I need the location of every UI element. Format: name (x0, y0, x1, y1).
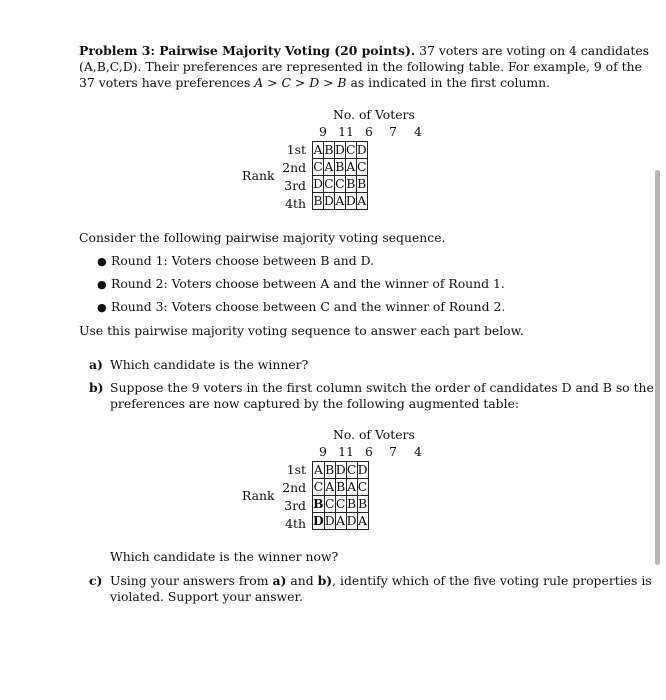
table1-count: 6 (365, 124, 373, 139)
table-cell: C (324, 176, 334, 191)
table-cell: C (356, 159, 367, 174)
table1-count: 9 (319, 124, 327, 139)
bullet-icon: ● (97, 301, 107, 314)
table-cell: A (357, 193, 367, 208)
bullet-icon: ● (97, 255, 107, 268)
table2-count: 4 (414, 444, 422, 459)
table-cell: B (335, 159, 345, 174)
table-cell: A (335, 193, 345, 208)
table1-rank-name: 1st (286, 142, 306, 157)
problem-intro-text: 37 voters are voting on 4 candidates (419, 43, 650, 58)
problem-title: Problem 3: Pairwise Majority Voting (20 points). (79, 43, 416, 58)
table-cell: B (357, 496, 368, 511)
table-cell: D (334, 142, 345, 157)
part-c-suffix: , identify which of the five voting rule properties is (332, 573, 652, 588)
table-cell: A (336, 513, 346, 528)
part-a-text: Which candidate is the winner? (110, 357, 309, 372)
table2-rank-name: 4th (285, 516, 306, 531)
table-cell: D (346, 513, 357, 528)
table2-count: 7 (389, 444, 397, 459)
table-cell: C (346, 142, 356, 157)
table2-count: 9 (319, 444, 327, 459)
table-cell: C (324, 496, 335, 511)
table-row (313, 193, 368, 210)
table-cell: A (325, 479, 335, 494)
table2-count: 6 (365, 444, 373, 459)
table-cell: C (335, 176, 345, 191)
table-cell-highlighted: D (313, 513, 324, 528)
table1-rank-name: 2nd (282, 160, 306, 175)
table2-rank-label: Rank (242, 488, 275, 503)
table-row (313, 479, 369, 496)
part-c-ref-b: b) (317, 573, 333, 588)
table-cell: A (347, 479, 357, 494)
table-cell: C (313, 479, 324, 494)
table-cell: B (336, 479, 346, 494)
table-cell: D (335, 462, 346, 477)
problem-intro-line3 (79, 75, 550, 91)
table-cell: C (357, 479, 368, 494)
table1-rank-label: Rank (242, 168, 275, 183)
table2-rank-name: 2nd (282, 480, 306, 495)
vertical-scrollbar[interactable] (655, 170, 660, 565)
table-cell: B (313, 193, 323, 208)
table1-rank-name: 4th (285, 196, 306, 211)
table2-rank-name: 1st (286, 462, 306, 477)
sequence-intro: Consider the following pairwise majority voting sequence. (79, 230, 446, 245)
round-item: Round 3: Voters choose between C and the winner of Round 2. (111, 299, 506, 314)
part-c-and: and (290, 573, 314, 588)
table-cell: A (313, 462, 323, 477)
problem-intro-line2: (A,B,C,D). Their preferences are represented in the following table. For example, 9 of the (79, 59, 642, 74)
problem-intro-line1 (79, 43, 649, 59)
round-item: Round 1: Voters choose between B and D. (111, 253, 375, 268)
table-row (313, 496, 369, 513)
intro-suffix: as indicated in the first column. (350, 75, 551, 90)
table2-grid (312, 461, 369, 530)
table-cell: B (325, 462, 335, 477)
intro-prefix: 37 voters have preferences (79, 75, 251, 90)
part-c-line2: violated. Support your answer. (110, 589, 303, 604)
part-c-label: c) (89, 573, 103, 588)
table-cell: B (346, 176, 356, 191)
table-row (313, 513, 369, 530)
part-b-label: b) (89, 380, 104, 395)
table-cell: D (356, 142, 367, 157)
table-row (313, 142, 368, 159)
table-row (313, 159, 368, 176)
bullet-icon: ● (97, 278, 107, 291)
table-cell: A (324, 159, 334, 174)
table-cell: A (313, 142, 323, 157)
table2-rank-name: 3rd (284, 498, 306, 513)
table-cell: A (346, 159, 356, 174)
table-cell: B (347, 496, 357, 511)
part-c-ref-a: a) (272, 573, 287, 588)
table-cell: B (357, 176, 367, 191)
table-cell: D (324, 513, 335, 528)
table-cell: D (357, 462, 368, 477)
table1-grid (312, 141, 368, 210)
table-cell: C (346, 462, 357, 477)
table2-header: No. of Voters (333, 427, 415, 442)
table-cell: D (345, 193, 356, 208)
table1-rank-name: 3rd (284, 178, 306, 193)
part-b-line2: preferences are now captured by the following augmented table: (110, 396, 520, 411)
preference-order: A > C > D > B (254, 75, 347, 90)
table2-count: 11 (338, 444, 354, 459)
part-c-prefix: Using your answers from (110, 573, 269, 588)
table1-count: 7 (389, 124, 397, 139)
table-cell: B (324, 142, 334, 157)
part-c-line1 (110, 573, 652, 589)
table1-count: 11 (338, 124, 354, 139)
table-cell: D (313, 176, 323, 191)
table1-header: No. of Voters (333, 107, 415, 122)
sequence-instruction: Use this pairwise majority voting sequence to answer each part below. (79, 323, 524, 338)
table-cell: C (335, 496, 346, 511)
table-row (313, 462, 369, 479)
part-b-line1: Suppose the 9 voters in the first column switch the order of candidates D and B so the (110, 380, 654, 395)
table-cell: D (323, 193, 334, 208)
part-b-followup: Which candidate is the winner now? (110, 549, 339, 564)
round-item: Round 2: Voters choose between A and the winner of Round 1. (111, 276, 505, 291)
table-cell: A (358, 513, 367, 528)
table-cell: C (313, 159, 323, 174)
part-a-label: a) (89, 357, 103, 372)
table-row (313, 176, 368, 193)
table1-count: 4 (414, 124, 422, 139)
table-cell-highlighted: B (313, 496, 324, 511)
